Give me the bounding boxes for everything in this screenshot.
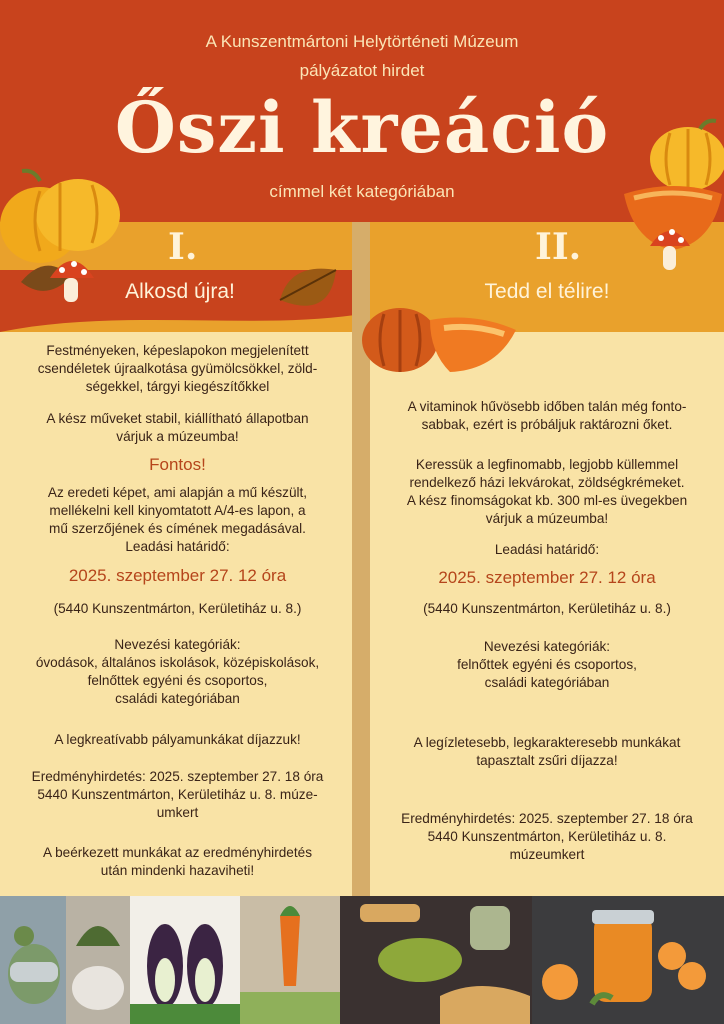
photo-carrot-figure [240, 896, 340, 1024]
right-results [378, 810, 716, 864]
text-line: Az eredeti képet, ami alapján a mű készült, [47, 485, 308, 500]
photo-masked-face [0, 896, 66, 1024]
photo-strip [0, 896, 724, 1024]
left-important-text [10, 484, 345, 556]
photo-vegetable-spread [340, 896, 532, 1024]
left-category-name: Alkosd újra! [125, 280, 235, 303]
left-deadline: 2025. szeptember 27. 12 óra [68, 566, 287, 585]
text-line: családi kategóriában [484, 675, 610, 690]
text-line: csendéletek újraalkotása gyümölcsökkel, zöld- [37, 361, 318, 376]
text-line: mellékelni kell kinyomtatott A/4-es lapon, a [49, 503, 306, 518]
left-prize: A legkreatívabb pályamunkákat díjazzuk! [54, 732, 301, 747]
page-title: Őszi kreáció [114, 86, 610, 169]
text-line: családi kategóriában [115, 691, 240, 706]
important-heading: Fontos! [149, 455, 206, 474]
deadline-label: Leadási határidő: [125, 539, 230, 554]
text-line: óvodások, általános iskolások, középiskolások, [35, 655, 320, 670]
announce-text: pályázatot hirdet [299, 61, 425, 80]
right-prize [378, 734, 716, 770]
left-address: (5440 Kunszentmárton, Kerületiház u. 8.) [53, 601, 302, 616]
text-line: A vitaminok hűvösebb időben talán még fonto- [407, 399, 687, 414]
left-closing [10, 844, 345, 880]
text-line: Eredményhirdetés: 2025. szeptember 27. 18 óra [401, 811, 693, 826]
text-line: A kész finomságokat kb. 300 ml-es üvegekben [406, 493, 688, 508]
photo-masked-pear [66, 896, 130, 1024]
photo-eggplant-penguins [130, 896, 240, 1024]
right-deadline-label: Leadási határidő: [494, 542, 600, 557]
left-submission-note [10, 410, 345, 446]
left-results [10, 768, 345, 822]
left-description [10, 342, 345, 396]
text-line: Nevezési kategóriák: [483, 639, 611, 654]
text-line: sabbak, ezért is próbáljuk raktározni őket. [421, 417, 673, 432]
text-line: ségekkel, tárgyi kiegészítőkkel [85, 379, 270, 394]
subtitle-text: címmel két kategóriában [269, 182, 455, 201]
text-line: 5440 Kunszentmárton, Kerületiház u. 8. [427, 829, 667, 844]
right-deadline: 2025. szeptember 27. 12 óra [438, 568, 656, 587]
text-line: felnőttek egyéni és csoportos, [87, 673, 268, 688]
text-line: felnőttek egyéni és csoportos, [457, 657, 637, 672]
right-category-name: Tedd el télire! [484, 280, 610, 303]
right-address: (5440 Kunszentmárton, Kerületiház u. 8.) [423, 601, 671, 616]
photo-apricot-jam [532, 896, 724, 1024]
text-line: múzeumkert [509, 847, 585, 862]
right-numeral: II. [535, 226, 582, 268]
text-line: A beérkezett munkákat az eredményhirdetés [42, 845, 312, 860]
text-line: várjuk a múzeumba! [485, 511, 609, 526]
pumpkin-slice-icon [360, 298, 520, 378]
right-categories [378, 638, 716, 692]
mushroom-icon [648, 220, 692, 274]
museum-name: A Kunszentmártoni Helytörténeti Múzeum [205, 32, 519, 51]
text-line: Eredményhirdetés: 2025. szeptember 27. 18 óra [31, 769, 324, 784]
text-line: umkert [156, 805, 199, 820]
leaf-icon [274, 260, 346, 332]
text-line: Keressük a legfinomabb, legjobb küllemmel [415, 457, 679, 472]
right-submission-note [378, 456, 716, 528]
right-description [378, 398, 716, 434]
left-numeral: I. [168, 226, 198, 268]
text-line: A legízletesebb, legkarakteresebb munkákat [413, 735, 681, 750]
text-line: várjuk a múzeumba! [116, 429, 239, 444]
text-line: 5440 Kunszentmárton, Kerületiház u. 8. múze- [37, 787, 318, 802]
text-line: Nevezési kategóriák: [114, 637, 241, 652]
text-line: rendelkező házi lekvárokat, zöldségkrémeket. [409, 475, 685, 490]
text-line: Festményeken, képeslapokon megjelenített [46, 343, 309, 358]
text-line: tapasztalt zsűri díjazza! [476, 753, 618, 768]
left-categories [10, 636, 345, 708]
text-line: A kész műveket stabil, kiállítható állapotban [46, 411, 309, 426]
text-line: után mindenki hazaviheti! [100, 863, 255, 878]
text-line: mű szerzőjének és címének megadásával. [49, 521, 306, 536]
